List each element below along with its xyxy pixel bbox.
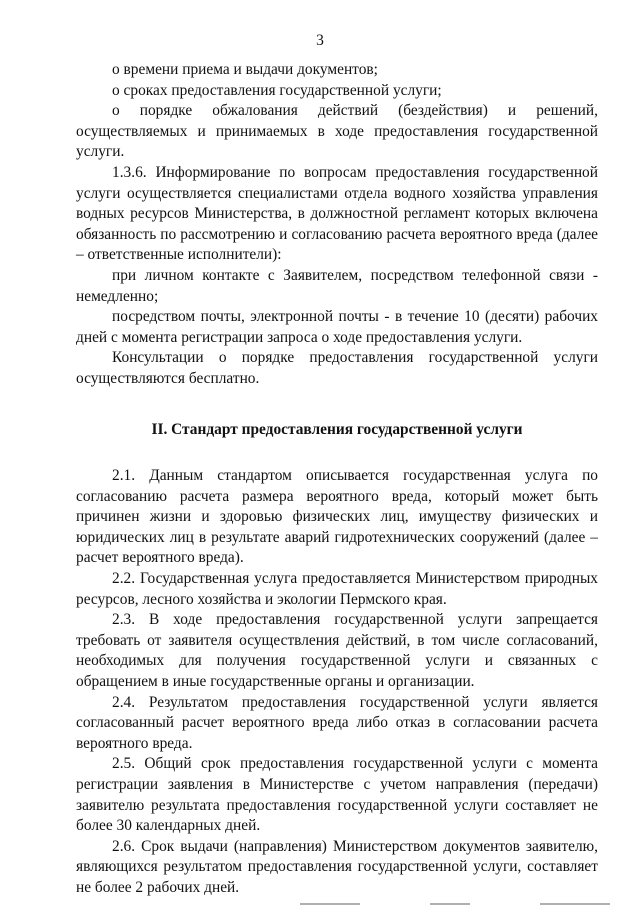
paragraph-mail-contact: посредством почты, электронной почты - в течение 10 (десяти) рабочих дней с момента регистрации запроса о ходе предоставления услуги. (76, 308, 598, 346)
paragraph-personal-contact: при личном контакте с Заявителем, посредством телефонной связи - немедленно; (76, 266, 598, 305)
paragraph-2-6: 2.6. Срок выдачи (направления) Министерством документов заявителю, являющихся результатом предоставления государственной услуги, составляет не более 2 рабочих дней. (76, 837, 598, 896)
paragraph-appeal-procedure: о порядке обжалования действий (бездействия) и решений, осуществляемых и принимаемых в ходе предоставления государственной услуги. (76, 102, 598, 161)
paragraph-reception-time: о времени приема и выдачи документов; (112, 61, 378, 78)
paragraph-service-terms: о сроках предоставления государственной услуги; (112, 81, 442, 99)
paragraph-2-5: 2.5. Общий срок предоставления государственной услуги с момента регистрации заявления в Министерстве с учетом направления (передачи) заявителю результата предоставления государственной услуги составляет не более 30 календарных дней. (76, 755, 598, 835)
document-body (76, 60, 598, 899)
section-heading: II. Стандарт предоставления государственной услуги (151, 420, 523, 438)
paragraph-2-3: 2.3. В ходе предоставления государственной услуги запрещается требовать от заявителя осуществления действий, в том числе согласований, необходимых для получения государственной услуги и связанных с обращением в иные государственные органы и организации. (76, 611, 598, 691)
paragraph-1-3-6: 1.3.6. Информирование по вопросам предоставления государственной услуги осуществляется специалистами отдела водного хозяйства управления водных ресурсов Министерства, в должностной регламент которых включена обязанность по рассмотрению и согласованию расчета вероятного вреда (далее – ответственные исполнители): (76, 163, 598, 264)
paragraph-2-2: 2.2. Государственная услуга предоставляется Министерством природных ресурсов, лесного хозяйства и экологии Пермского края. (76, 570, 598, 608)
paragraph-free-consultation: Консультации о порядке предоставления государственной услуги осуществляются бесплатно. (76, 349, 598, 387)
paragraph-2-1: 2.1. Данным стандартом описывается государственная услуга по согласованию расчета размера вероятного вреда, который может быть причинен жизни и здоровью физических лиц, имуществу физических и юридических лиц в результате аварий гидротехнических сооружений (далее – расчет вероятного вреда). (76, 467, 598, 567)
page-number: 3 (316, 32, 324, 49)
paragraph-2-4: 2.4. Результатом предоставления государственной услуги является согласованный расчет вероятного вреда либо отказ в согласовании расчета вероятного вреда. (76, 693, 598, 752)
